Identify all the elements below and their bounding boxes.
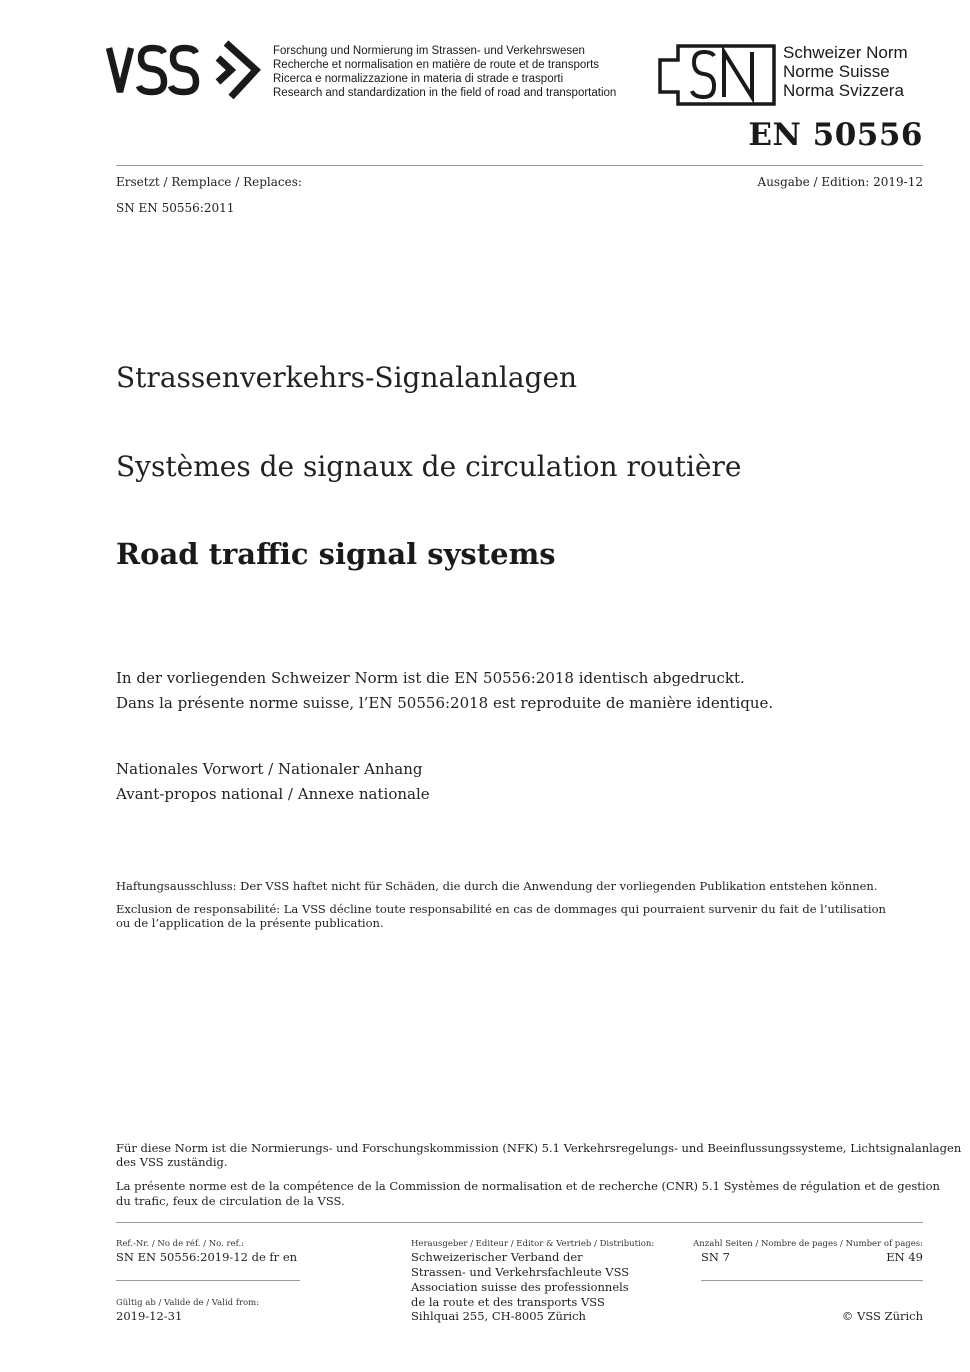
sn-norm-names xyxy=(783,43,908,100)
title-french: Systèmes de signaux de circulation routière xyxy=(116,450,742,483)
publisher-line-2: Strassen- und Verkehrsfachleute VSS xyxy=(411,1265,630,1279)
identical-note-fr: Dans la présente norme suisse, l’EN 50556:2018 est reproduite de manière identique. xyxy=(116,694,774,712)
vss-tagline-fr: Recherche et normalisation en matière de route et de transports xyxy=(273,59,600,71)
national-note-fr: Avant-propos national / Annexe nationale xyxy=(116,785,430,803)
responsibility-fr-line2: du trafic, feux de circulation de la VSS. xyxy=(116,1194,345,1208)
replaces-value: SN EN 50556:2011 xyxy=(116,201,235,215)
vss-tagline-en: Research and standardization in the field of road and transportation xyxy=(273,87,617,99)
header-divider xyxy=(116,165,923,166)
pages-sn: SN 7 xyxy=(701,1250,730,1264)
edition: Ausgabe / Edition: 2019-12 xyxy=(757,175,923,189)
identical-note-de: In der vorliegenden Schweizer Norm ist die EN 50556:2018 identisch abgedruckt. xyxy=(116,669,745,687)
title-german: Strassenverkehrs-Signalanlagen xyxy=(116,361,578,394)
sn-logo xyxy=(656,42,780,112)
pages-en: EN 49 xyxy=(886,1250,923,1264)
footer-divider xyxy=(116,1222,923,1223)
vss-logo xyxy=(106,40,266,102)
publisher-line-3: Association suisse des professionnels xyxy=(411,1280,629,1294)
ref-label: Ref.-Nr. / No de réf. / No. ref.: xyxy=(116,1239,245,1249)
valid-value: 2019-12-31 xyxy=(116,1309,183,1323)
vss-tagline-de: Forschung und Normierung im Strassen- und Verkehrswesen xyxy=(273,45,585,57)
responsibility-fr-line1: La présente norme est de la compétence de la Commission de normalisation et de recherche (CNR) 5.1 Systèmes de régulation et de gestion xyxy=(116,1179,940,1193)
pages-label: Anzahl Seiten / Nombre de pages / Number of pages: xyxy=(693,1239,923,1249)
publisher-line-1: Schweizerischer Verband der xyxy=(411,1250,583,1264)
vss-tagline xyxy=(273,44,616,100)
sn-name-de: Schweizer Norm xyxy=(783,43,908,62)
vss-tagline-it: Ricerca e normalizzazione in materia di strade e trasporti xyxy=(273,73,564,85)
disclaimer-fr-line2: ou de l’application de la présente publication. xyxy=(116,916,384,930)
disclaimer-de: Haftungsausschluss: Der VSS haftet nicht für Schäden, die durch die Anwendung der vorliegenden Publikation entstehen können. xyxy=(116,879,878,893)
ref-divider xyxy=(116,1280,300,1281)
standard-number: EN 50556 xyxy=(748,117,923,153)
title-english: Road traffic signal systems xyxy=(116,537,556,571)
sn-name-it: Norma Svizzera xyxy=(783,81,904,100)
responsibility-de-line2: des VSS zuständig. xyxy=(116,1155,228,1169)
publisher-line-5: Sihlquai 255, CH-8005 Zürich xyxy=(411,1309,586,1323)
pages-divider xyxy=(701,1280,923,1281)
publisher-line-4: de la route et des transports VSS xyxy=(411,1295,605,1309)
replaces-label: Ersetzt / Remplace / Replaces: xyxy=(116,175,302,189)
ref-value: SN EN 50556:2019-12 de fr en xyxy=(116,1250,298,1264)
disclaimer-fr-line1: Exclusion de responsabilité: La VSS décline toute responsabilité en cas de dommages qui pourraient survenir du fait de l’utilisation xyxy=(116,902,886,916)
national-note-de: Nationales Vorwort / Nationaler Anhang xyxy=(116,760,423,778)
sn-name-fr: Norme Suisse xyxy=(783,62,890,81)
publisher-label: Herausgeber / Editeur / Editor & Vertrieb / Distribution: xyxy=(411,1239,655,1249)
valid-label: Gültig ab / Valide de / Valid from: xyxy=(116,1298,260,1308)
responsibility-de-line1: Für diese Norm ist die Normierungs- und Forschungskommission (NFK) 5.1 Verkehrsregelungs- und Beeinflussungssysteme, Lichtsignalanlagen xyxy=(116,1141,962,1155)
copyright: © VSS Zürich xyxy=(841,1309,923,1323)
